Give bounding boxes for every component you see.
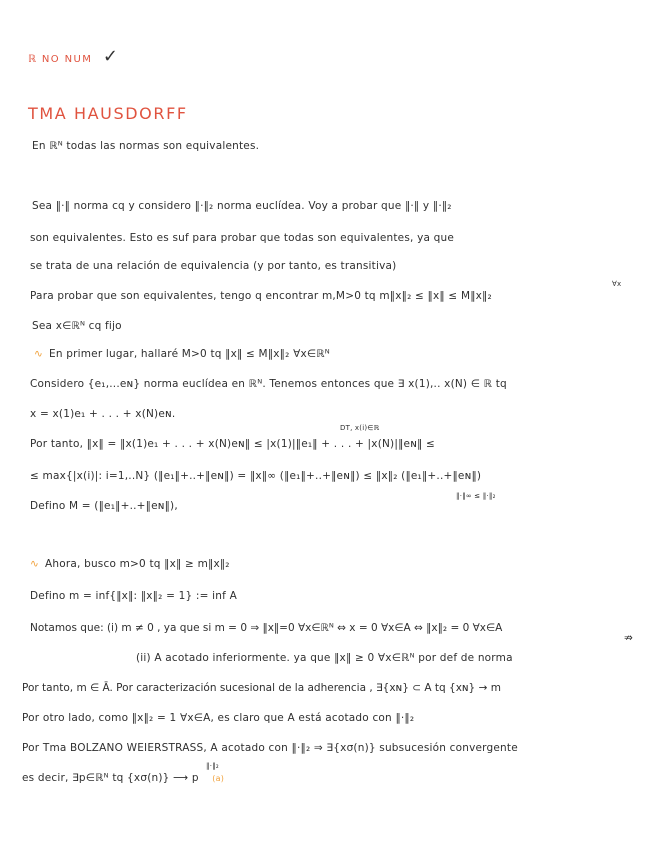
check-icon: ✓ [102,46,120,67]
text-line-8: x = x(1)e₁ + . . . + x(N)eɴ. [30,408,176,420]
text-line-12 [30,558,230,570]
text-line-19 [22,772,224,784]
equation-tag: (a) [212,774,225,783]
page-title: TMA HAUSDORFF [28,104,188,123]
bullet-icon: ∿ [34,348,43,360]
text-line-12-content: Ahora, busco m>0 tq ‖x‖ ≥ m‖x‖₂ [45,558,230,570]
text-line-15: (ii) A acotado inferiormente. ya que ‖x‖ ≥ 0 ∀x∈ℝᴺ por def de norma [136,652,513,664]
text-line-16: Por tanto, m ∈ Ā. Por caracterización sucesional de la adherencia , ∃{xɴ} ⊂ A tq {xɴ} → m [22,682,501,694]
text-line-18: Por Tma BOLZANO WEIERSTRASS, A acotado con ‖·‖₂ ⇒ ∃{xσ(n)} subsucesión convergente [22,742,518,754]
text-line-9: Por tanto, ‖x‖ = ‖x(1)e₁ + . . . + x(N)eɴ‖ ≤ |x(1)|‖e₁‖ + . . . + |x(N)|‖eɴ‖ ≤ [30,438,436,450]
text-line-13: Defino m = inf{‖x‖: ‖x‖₂ = 1} := inf A [30,590,237,602]
text-line-7: Considero {e₁,...eɴ} norma euclídea en ℝᴺ. Tenemos entonces que ∃ x(1),.. x(N) ∈ ℝ tq [30,378,507,390]
text-line-14-mark: ⇏ [624,632,633,644]
theorem-statement: En ℝᴺ todas las normas son equivalentes. [32,140,260,152]
text-line-4: Para probar que son equivalentes, tengo q encontrar m,M>0 tq m‖x‖₂ ≤ ‖x‖ ≤ M‖x‖₂ [30,290,492,302]
text-line-11: Defino M = (‖e₁‖+..+‖eɴ‖), [30,500,178,512]
text-line-17: Por otro lado, como ‖x‖₂ = 1 ∀x∈A, es claro que A está acotado con ‖·‖₂ [22,712,415,724]
text-line-10-note: ‖·‖∞ ≤ ‖·‖₂ [456,492,496,500]
bullet-icon: ∿ [30,558,39,570]
text-line-5: Sea x∈ℝᴺ cq fijo [32,320,122,332]
text-line-6 [34,348,330,360]
text-line-3: se trata de una relación de equivalencia (y por tanto, es transitiva) [30,260,397,272]
text-line-6-content: En primer lugar, hallaré M>0 tq ‖x‖ ≤ M‖x‖₂ ∀x∈ℝᴺ [49,348,330,360]
text-line-2: son equivalentes. Esto es suf para probar que todas son equivalentes, ya que [30,232,455,244]
header-label [28,46,119,67]
text-line-10: ≤ max{|x(i)|: i=1,..N} (‖e₁‖+..+‖eɴ‖) = ‖x‖∞ (‖e₁‖+..+‖eɴ‖) ≤ ‖x‖₂ (‖e₁‖+..+‖eɴ‖) [30,470,482,482]
text-line-4-sup: ∀x [612,280,622,288]
text-line-19-arrow-note: ‖·‖₂ [206,762,219,770]
text-line-19-content: es decir, ∃p∈ℝᴺ tq {xσ(n)} ⟶ p [22,772,199,784]
text-line-1: Sea ‖·‖ norma cq y considero ‖·‖₂ norma euclídea. Voy a probar que ‖·‖ y ‖·‖₂ [32,200,452,212]
text-line-9-note: DT, x(i)∈ℝ [340,424,380,432]
header-label-text: ℝ NO NUM [28,54,93,65]
text-line-14: Notamos que: (i) m ≠ 0 , ya que si m = 0 ⇒ ‖x‖=0 ∀x∈ℝᴺ ⇔ x = 0 ∀x∈A ⇔ ‖x‖₂ = 0 ∀x∈A [30,622,503,634]
